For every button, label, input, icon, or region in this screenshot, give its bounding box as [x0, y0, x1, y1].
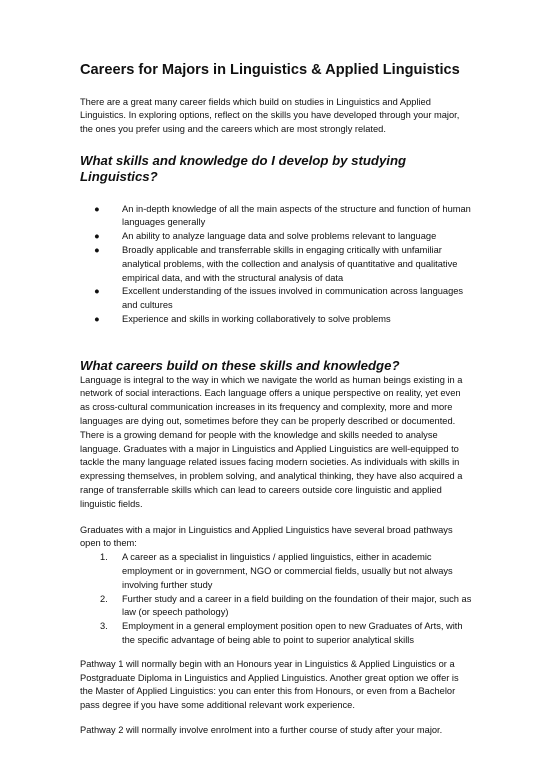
list-item — [100, 620, 472, 648]
pathway-text: A career as a specialist in linguistics / applied linguistics, either in academic employment or in government, NGO or commercial fields, usually but not always involving further study — [122, 552, 453, 590]
pathway2-paragraph: Pathway 2 will normally involve enrolment into a further course of study after your major. — [80, 724, 443, 735]
intro-paragraph: There are a great many career fields which build on studies in Linguistics and Applied Linguistics. In exploring options, reflect on the skills you have developed through your major, the ones you prefer using and the careers which are most strongly related. — [80, 96, 460, 135]
skill-text: An ability to analyze language data and solve problems relevant to language — [122, 231, 437, 242]
skill-text: Excellent understanding of the issues involved in communication across languages and cultures — [122, 286, 464, 311]
skills-heading: What skills and knowledge do I develop by studying Linguistics? — [80, 152, 407, 184]
skill-text: Experience and skills in working collaboratively to solve problems — [122, 313, 391, 324]
pathway-text: Employment in a general employment position open to new Graduates of Arts, with the specific advantage of being able to point to superior analytical skills — [122, 621, 463, 645]
skill-text: An in-depth knowledge of all the main aspects of the structure and function of human languages generally — [122, 203, 471, 228]
language-paragraph: Language is integral to the way in which we navigate the world as human beings existing in a network of social interactions. Each language offers a unique perspective on reality, yet even as cross-cultural communication increases in its frequency and complexity, more and more languages are dying out, sometimes before they can be properly described or documented. There is a growing demand for people with the knowledge and skills needed to analyse language. Graduates with a major in Linguistics and Applied Linguistics are well-equipped to tackle the many language related issues facing modern societies. As individuals with skills in expressing themselves, in problem solving, and analytical thinking, they have also acquired a range of transferrable skills which can lead to careers outside core linguistic and applied linguistic fields. — [80, 374, 463, 509]
bullet-icon: ● — [94, 203, 100, 214]
list-item — [94, 285, 472, 313]
list-item — [94, 244, 472, 285]
document-title: Careers for Majors in Linguistics & Applied Linguistics — [80, 62, 460, 78]
list-item — [100, 551, 472, 592]
careers-heading: What careers build on these skills and knowledge? — [80, 357, 400, 373]
skill-text: Broadly applicable and transferrable skills in engaging critically with unfamiliar analytical problems, with the collection and analysis of quantitative and qualitative empirical data, and with the structural analysis of data — [122, 244, 458, 283]
list-item — [100, 593, 472, 621]
list-number: 1. — [100, 552, 108, 563]
list-item — [94, 313, 472, 327]
list-number: 2. — [100, 593, 108, 604]
bullet-icon: ● — [94, 244, 100, 255]
list-number: 3. — [100, 621, 108, 632]
list-item — [94, 230, 472, 244]
pathway-text: Further study and a career in a field building on the foundation of their major, such as law (or speech pathology) — [122, 593, 472, 618]
bullet-icon: ● — [94, 313, 100, 324]
bullet-icon: ● — [94, 286, 100, 297]
pathway1-paragraph: Pathway 1 will normally begin with an Honours year in Linguistics & Applied Linguistics or a Postgraduate Diploma in Linguistics and Applied Linguistics. Another great option we offer is the Master of Applied Linguistics: you can enter this from Honours, or even from a Bachelor pass degree if you have some additional relevant work experience. — [80, 658, 459, 711]
bullet-icon: ● — [94, 231, 100, 242]
pathways-intro: Graduates with a major in Linguistics and Applied Linguistics have several broad pathways open to them: — [80, 524, 453, 549]
list-item — [94, 203, 472, 231]
skills-list — [80, 203, 472, 327]
pathways-list — [80, 551, 472, 648]
